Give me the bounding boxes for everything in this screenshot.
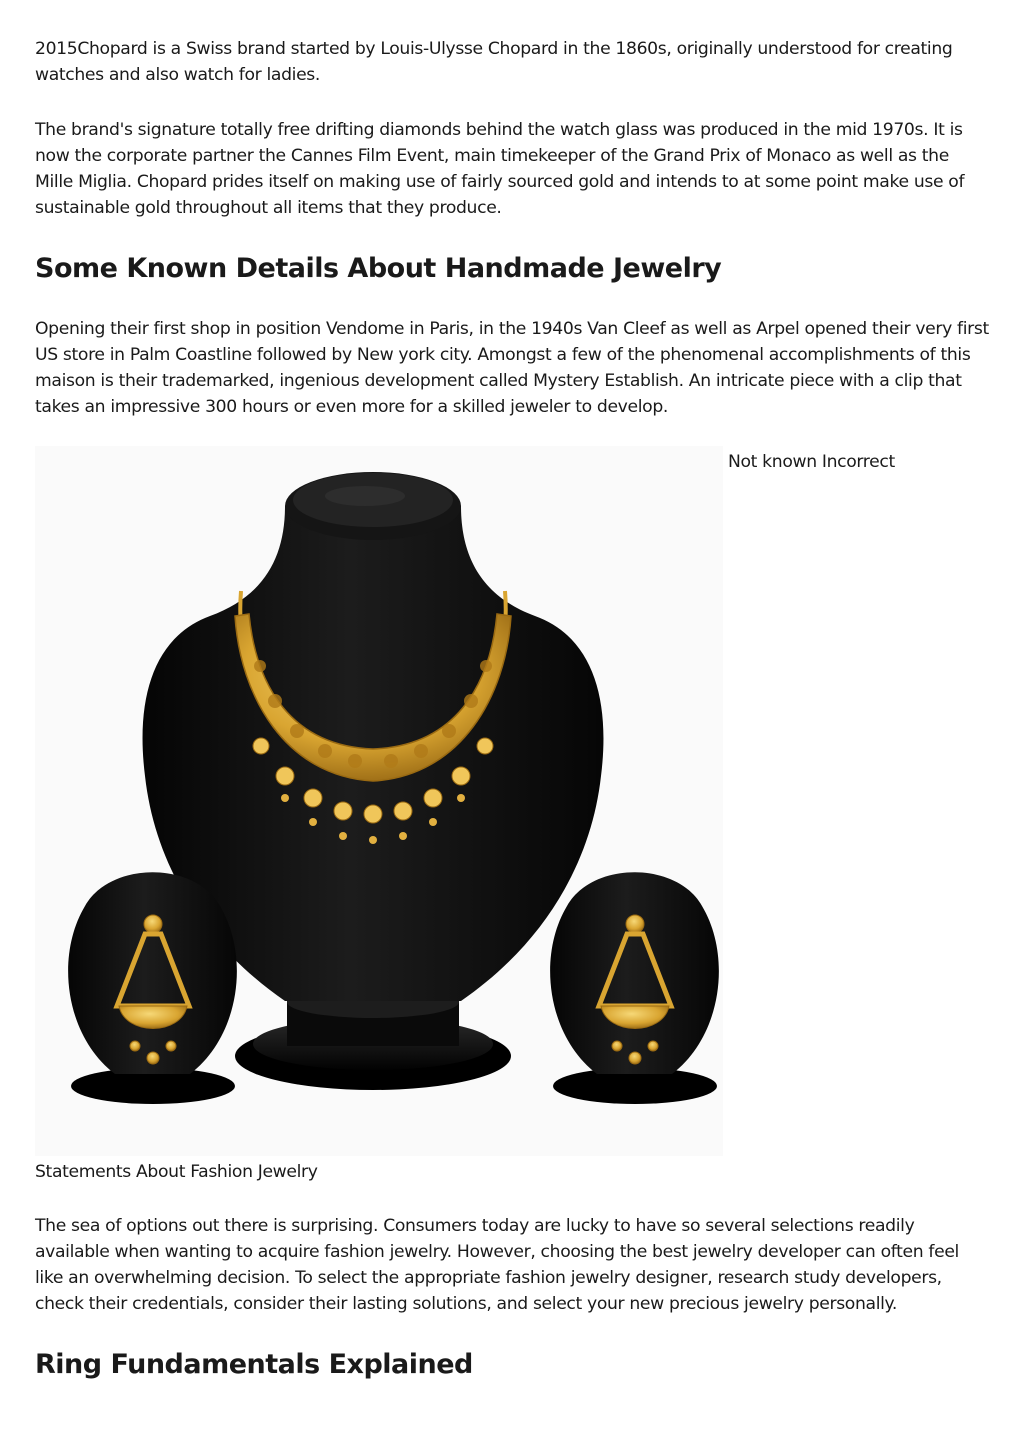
side-note: Not known Incorrect [728, 452, 895, 472]
paragraph-signature: The brand's signature totally free drifting diamonds behind the watch glass was produced in the mid 1970s. It is now the corporate partner the Cannes Film Event, main timekeeper of the Grand Prix of Monaco as well as the Mille Miglia. Chopard prides itself on making use of fairly sourced gold and intends to at some point make use of sustainable gold throughout all items that they produce. [35, 120, 965, 218]
paragraph-van-cleef: Opening their first shop in position Vendome in Paris, in the 1940s Van Cleef as well as Arpel opened their very first US store in Palm Coastline followed by New york city. Amongst a few of the phenomenal accomplishments of this maison is their trademarked, ingenious development called Mystery Establish. An intricate piece with a clip that takes an impressive 300 hours or even more for a skilled jeweler to develop. [35, 319, 989, 417]
section-heading-ring-fundamentals: Ring Fundamentals Explained [35, 1349, 473, 1380]
paragraph-fashion-jewelry: The sea of options out there is surprising. Consumers today are lucky to have so several selections readily available when wanting to acquire fashion jewelry. However, choosing the best jewelry developer can often feel like an overwhelming decision. To select the appropriate fashion jewelry designer, research study developers, check their credentials, consider their lasting solutions, and select your new precious jewelry personally. [35, 1216, 959, 1314]
image-caption: Statements About Fashion Jewelry [35, 1162, 318, 1182]
paragraph-intro: 2015Chopard is a Swiss brand started by Louis-Ulysse Chopard in the 1860s, originally understood for creating watches and also watch for ladies. [35, 39, 953, 85]
section-heading-handmade-jewelry: Some Known Details About Handmade Jewelry [35, 253, 722, 284]
jewelry-photo [35, 446, 723, 1156]
